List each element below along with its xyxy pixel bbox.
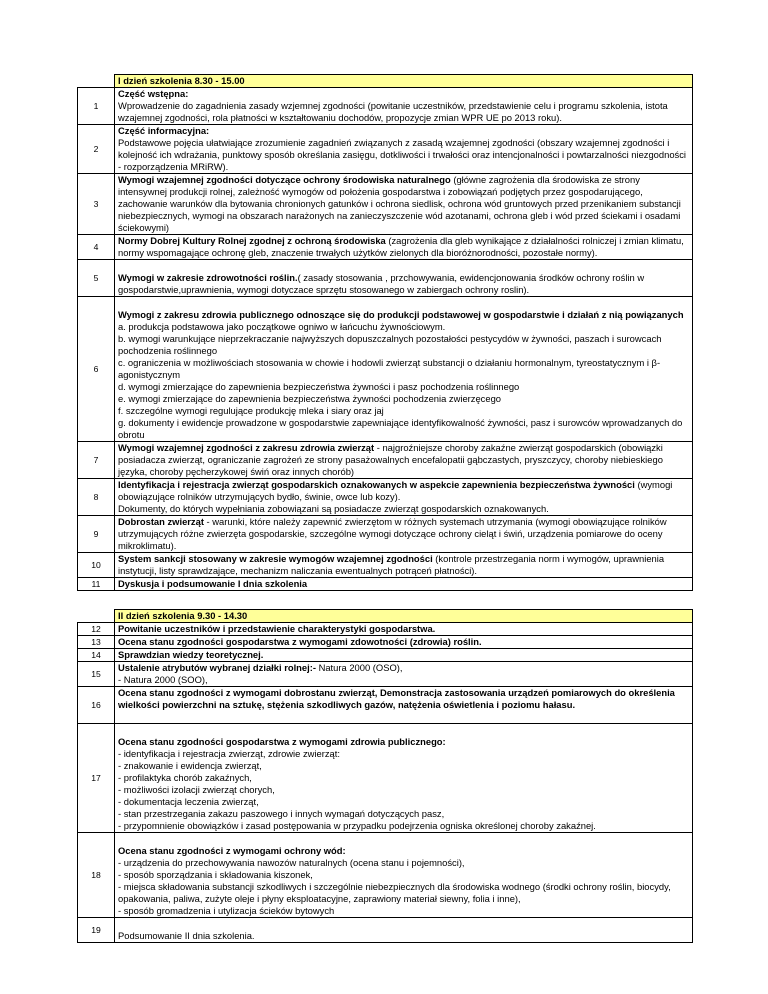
row-number: 13 <box>78 636 115 649</box>
row-line <box>118 869 690 881</box>
row-number: 16 <box>78 687 115 724</box>
row-number: 11 <box>78 578 115 591</box>
row-content <box>115 174 693 235</box>
row-line-bold: Normy Dobrej Kultury Rolnej zgodnej z ochroną środowiska <box>118 235 386 246</box>
header-spacer <box>78 75 115 88</box>
row-number: 8 <box>78 479 115 516</box>
row-line-bold: Wymogi w zakresie zdrowotności roślin. <box>118 272 298 283</box>
row-content <box>115 636 693 649</box>
row-number: 10 <box>78 553 115 578</box>
row-content <box>115 833 693 918</box>
row-content <box>115 516 693 553</box>
row-line-text: ( zasady stosowania , przchowywania, ewidencjonowania środków ochrony roślin w gospodarstwie,uprawnienia, wymogi dotyczace sprzętu stosowanego w zabiergach ochrony roslin). <box>118 272 645 295</box>
row-content <box>115 918 693 943</box>
row-line <box>118 272 690 296</box>
header-spacer <box>78 610 115 623</box>
row-line <box>118 503 690 515</box>
row-line <box>118 930 690 942</box>
table-row <box>78 479 693 516</box>
row-line <box>118 235 690 259</box>
row-line-bold: Dyskusja i podsumowanie I dnia szkolenia <box>118 578 308 589</box>
row-line <box>118 796 690 808</box>
row-line-text: - możliwości izolacji zwierząt chorych, <box>118 784 275 795</box>
row-line <box>118 905 690 917</box>
row-line <box>118 405 690 417</box>
table-row <box>78 724 693 833</box>
row-line-text: - znakowanie i ewidencja zwierząt, <box>118 760 262 771</box>
row-line-text: (główne zagrożenia dla środowiska ze strony intensywnej produkcji rolnej, zależność wymogów od położenia gospodarstwa i zobowiązań podjętych przez gospodarującego, zachowanie warunków dla bytowania chronionych gatunków i ochrona siedlisk, ochrona wód gruntowych przed przenikaniem substancji niebezpiecznych, wymogi na obszarach narażonych na zanieczyszczenie wód azotanami, ochrona gleb i wód przed ściekami i osadami ściekowymi) <box>118 174 681 233</box>
row-line-text: - przypomnienie obowiązków i zasad postępowania w przypadku podejrzenia ogniska określonej choroby zakaźnej. <box>118 820 596 831</box>
row-number: 4 <box>78 235 115 260</box>
row-line-text: d. wymogi zmierzające do zapewnienia bezpieczeństwa żywności i pasz pochodzenia roślinnego <box>118 381 520 392</box>
row-content <box>115 235 693 260</box>
row-line-bold: Identyfikacja i rejestracja zwierząt gospodarskich oznakowanych w aspekcie zapewnienia bezpieczeństwa żywności <box>118 479 635 490</box>
row-number: 7 <box>78 442 115 479</box>
table-row <box>78 553 693 578</box>
row-line-text: - dokumentacja leczenia zwierząt, <box>118 796 259 807</box>
row-line <box>118 808 690 820</box>
row-line-text: - sposób gromadzenia i utylizacja ścieków bytowych <box>118 905 335 916</box>
row-line-bold: Wymogi wzajemnej zgodności z zakresu zdrowia zwierząt <box>118 442 375 453</box>
row-line-text: g. dokumenty i ewidencje prowadzone w gospodarstwie zapewniające identyfikowalność żywności, pasz i surowców wprowadzanych do obrotu <box>118 417 683 440</box>
table-row <box>78 516 693 553</box>
row-line-text: - Natura 2000 (SOO), <box>118 674 208 685</box>
day1-header: I dzień szkolenia 8.30 - 15.00 <box>115 75 693 88</box>
row-content <box>115 88 693 125</box>
row-line-text: - stan przestrzegania zakazu paszowego i innych wymagań dotyczących pasz, <box>118 808 445 819</box>
row-line <box>118 442 690 478</box>
row-line-text: a. produkcja podstawowa jako początkowe ogniwo w łańcuchu żywnościowym. <box>118 321 446 332</box>
row-line-text: - najgroźniejsze choroby zakaźne zwierząt gospodarskich (obowiązki posiadacza zwierząt, ograniczanie zagrożeń ze strony pasażowalnych encefalopatii gąbczastych, pryszczycy, choroby niebieskiego języka, choroby pęcherzykowej świń oraz innych chorób) <box>118 442 663 477</box>
row-line <box>118 857 690 869</box>
table-row <box>78 833 693 918</box>
row-line-text: (wymogi obowiązujące rolników utrzymujących bydło, świnie, owce lub kozy). <box>118 479 673 502</box>
table-row <box>78 662 693 687</box>
table-row <box>78 578 693 591</box>
row-line-text: (kontrole przestrzegania norm i wymogów, uprawnienia instytucji, listy sprawdzające, mechanizm naliczania ewentualnych potrąceń płatności). <box>118 553 665 576</box>
row-line-bold: Ocena stanu zgodności gospodarstwa z wymogami zdowotności (zdrowia) roślin. <box>118 636 482 647</box>
row-line <box>118 100 690 124</box>
row-content <box>115 125 693 174</box>
row-content <box>115 553 693 578</box>
row-content <box>115 662 693 687</box>
row-line-bold: Sprawdzian wiedzy teoretycznej. <box>118 649 264 660</box>
table-row <box>78 687 693 724</box>
row-line <box>118 381 690 393</box>
row-line-bold: Część wstępna: <box>118 88 189 99</box>
row-line-text: (zagrożenia dla gleb wynikające z działalności rolniczej i zmian klimatu, normy wspomagające ochronę gleb, znaczenie trwałych użytków zielonych dla bioróżnorodności, pozostałe normy). <box>118 235 684 258</box>
table-row <box>78 649 693 662</box>
row-content <box>115 260 693 297</box>
row-line-text: b. wymogi warunkujące nieprzekraczanie najwyższych dopuszczalnych pozostałości pestycydów w żywności, paszach i surowcach pochodzenia roślinnego <box>118 333 662 356</box>
row-content <box>115 724 693 833</box>
table-row <box>78 297 693 442</box>
row-line <box>118 845 690 857</box>
row-line <box>118 623 690 635</box>
table-row <box>78 235 693 260</box>
day1-header-row <box>78 75 693 88</box>
row-line-text: - profilaktyka chorób zakaźnych, <box>118 772 252 783</box>
row-number: 2 <box>78 125 115 174</box>
row-number: 9 <box>78 516 115 553</box>
row-line-bold: Dobrostan zwierząt <box>118 516 204 527</box>
row-number: 15 <box>78 662 115 687</box>
row-number: 6 <box>78 297 115 442</box>
row-content <box>115 479 693 516</box>
row-line-text: Wprowadzenie do zagadnienia zasady wzjemnej zgodności (powitanie uczestników, przedstawienie celu i programu szkolenia, istota wzajemnej zgodności, rola płatności w kształtowaniu dochodów, propozycje zmian WPR UE po 2013 roku). <box>118 100 668 123</box>
row-line <box>118 649 690 661</box>
row-number: 18 <box>78 833 115 918</box>
table-row <box>78 442 693 479</box>
row-line <box>118 137 690 173</box>
row-content <box>115 442 693 479</box>
row-line <box>118 553 690 577</box>
table-row <box>78 260 693 297</box>
row-number: 3 <box>78 174 115 235</box>
row-line <box>118 174 690 234</box>
row-line-bold: Ocena stanu zgodności gospodarstwa z wymogami zdrowia publicznego: <box>118 736 446 747</box>
row-line <box>118 748 690 760</box>
row-line <box>118 662 690 674</box>
row-line-bold: Ustalenie atrybutów wybranej działki rolnej:- <box>118 662 316 673</box>
row-line <box>118 784 690 796</box>
row-line <box>118 687 690 711</box>
row-line-text: - sposób sporządzania i składowania kiszonek, <box>118 869 313 880</box>
table-row <box>78 918 693 943</box>
row-line <box>118 417 690 441</box>
row-line-text: - warunki, które należy zapewnić zwierzętom w różnych systemach utrzymania (wymogi obowiązujące rolników utrzymujących różne zwierzęta gospodarskie, szczególne wymogi dotyczące ochrony cieląt i świń, urządzenia pomiarowe do oceny mikroklimatu). <box>118 516 667 551</box>
row-line-bold: System sankcji stosowany w zakresie wymogów wzajemnej zgodności <box>118 553 433 564</box>
row-line-bold: Powitanie uczestników i przedstawienie charakterystyki gospodarstwa. <box>118 623 436 634</box>
table-row <box>78 623 693 636</box>
row-content <box>115 297 693 442</box>
row-line-bold: Ocena stanu zgodności z wymogami dobrostanu zwierząt, Demonstracja zastosowania urządzeń pomiarowych do określenia wielkości powierzchni na sztukę, stężenia szkodliwych gazów, natężenia oświetlenia i poziomu hałasu. <box>118 687 675 710</box>
row-line-text: Natura 2000 (OSO), <box>315 662 403 673</box>
row-line-text: - identyfikacja i rejestracja zwierząt, zdrowie zwierząt: <box>118 748 340 759</box>
row-line-text: Podsumowanie II dnia szkolenia. <box>118 930 255 941</box>
table-row <box>78 174 693 235</box>
row-line <box>118 736 690 748</box>
row-line-bold: Ocena stanu zgodności z wymogami ochrony wód: <box>118 845 346 856</box>
row-line <box>118 357 690 381</box>
row-line <box>118 636 690 648</box>
row-line <box>118 309 690 321</box>
row-line-text: - urządzenia do przechowywania nawozów naturalnych (ocena stanu i pojemności), <box>118 857 465 868</box>
day2-header: II dzień szkolenia 9.30 - 14.30 <box>115 610 693 623</box>
row-line <box>118 674 690 686</box>
row-number: 17 <box>78 724 115 833</box>
row-line <box>118 760 690 772</box>
row-line-text: e. wymogi zmierzające do zapewnienia bezpieczeństwa żywności pochodzenia zwierzęcego <box>118 393 502 404</box>
row-line-bold: Wymogi z zakresu zdrowia publicznego odnoszące się do produkcji podstawowej w gospodarstwie i działań z nią powiązanych <box>118 309 684 320</box>
row-line <box>118 88 690 100</box>
row-line-text: - miejsca składowania substancji szkodliwych i szczególnie niebezpiecznych dla środowiska wodnego (środki ochrony roślin, biocydy, opakowania, paliwa, zużyte oleje i płyny eksploatacyjne, zaprawiony materiał siewny, folia i inne), <box>118 881 671 904</box>
row-line <box>118 479 690 503</box>
table-row <box>78 125 693 174</box>
row-line <box>118 125 690 137</box>
row-line <box>118 393 690 405</box>
row-number: 5 <box>78 260 115 297</box>
table-row <box>78 88 693 125</box>
row-line-text: Podstawowe pojęcia ułatwiające zrozumienie zagadnień związanych z zasadą wzajemnej zgodności (obszary wzajemnej zgodności i kolejność ich wdrażania, punktowy sposób określania zasięgu, dotkliwości i trwałości oraz intencjonalności i powtarzalności niezgodności - rozporządzenia MRiRW). <box>118 137 686 172</box>
row-line <box>118 516 690 552</box>
row-line-text: Dokumenty, do których wypełniania zobowiązani są posiadacze zwierząt gospodarskich oznakowanych. <box>118 503 549 514</box>
row-line <box>118 820 690 832</box>
table-row <box>78 636 693 649</box>
row-number: 1 <box>78 88 115 125</box>
row-line <box>118 772 690 784</box>
row-line <box>118 321 690 333</box>
row-line <box>118 578 690 590</box>
row-number: 12 <box>78 623 115 636</box>
row-line-text: f. szczególne wymogi regulujące produkcję mleka i siary oraz jaj <box>118 405 384 416</box>
row-number: 14 <box>78 649 115 662</box>
day1-table <box>77 74 693 591</box>
row-content <box>115 687 693 724</box>
row-content <box>115 649 693 662</box>
row-content <box>115 623 693 636</box>
row-line-bold: Wymogi wzajemnej zgodności dotyczące ochrony środowiska naturalnego <box>118 174 451 185</box>
row-line-bold: Część informacyjna: <box>118 125 210 136</box>
day2-table <box>77 609 693 943</box>
row-line <box>118 333 690 357</box>
row-line-text: c. ograniczenia w możliwościach stosowania w chowie i hodowli zwierząt substancji o działaniu hormonalnym, tyreostatycznym i β-agonistycznym <box>118 357 661 380</box>
row-line <box>118 881 690 905</box>
day2-header-row <box>78 610 693 623</box>
row-content <box>115 578 693 591</box>
row-number: 19 <box>78 918 115 943</box>
